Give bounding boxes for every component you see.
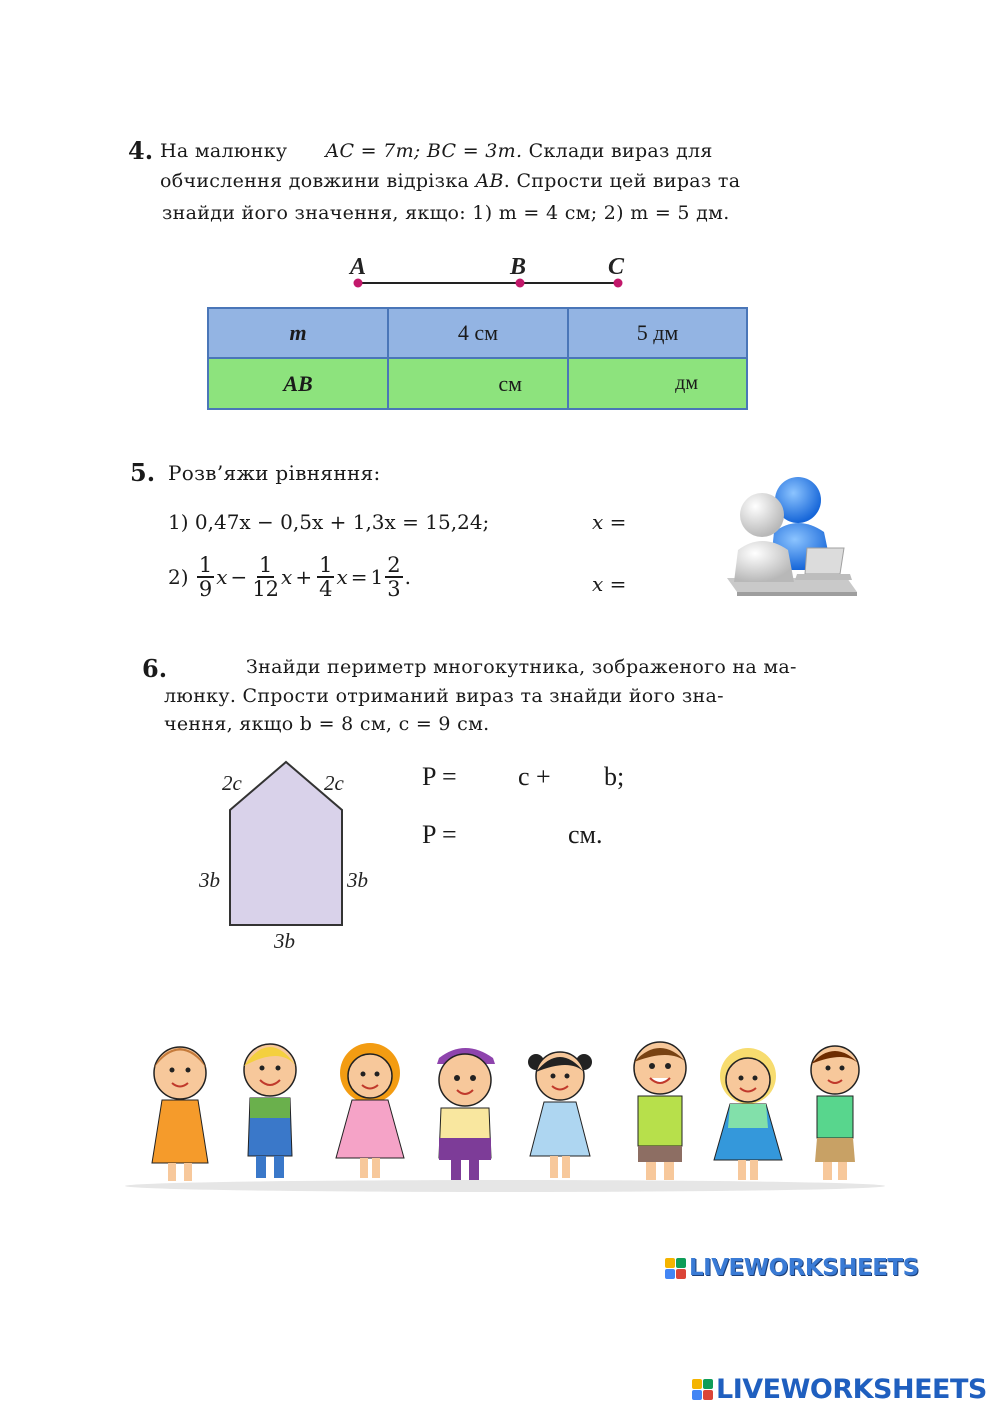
perimeter-expr-lhs: P = [422,762,457,791]
task5-title: Розв’яжи рівняння: [168,461,381,485]
table-unit-cm: см [498,370,522,396]
table-cell-m-1: 4 см [389,309,569,357]
child-8 [811,1046,859,1180]
segment-diagram [340,250,640,295]
task5-answer-1-label: x = [592,510,627,534]
task4-text [160,140,713,162]
perimeter-value-lhs: P = [422,820,457,849]
eq2-f2-den: 12 [252,577,280,602]
task5-answer-2-label: x = [592,572,627,596]
eq2-plus: + [295,565,313,590]
table-cell-m-2: 5 дм [636,320,679,345]
task4-line1 [160,140,713,162]
task4-line2-pre: обчислення довжини відрізка [160,170,470,192]
polygon-label-top-left: 2c [222,771,242,795]
child-4 [437,1048,495,1180]
eq2-f4-num: 2 [387,553,401,577]
task5-equation-2 [168,554,411,600]
task5-number: 5. [130,458,156,487]
logo-badge-icon-footer [692,1379,713,1400]
task4-line1-pre: На малюнку [160,140,288,162]
table-answer-ab-1[interactable] [389,359,569,408]
point-c-label: C [608,254,625,280]
point-b-label: B [510,254,527,280]
eq2-f3-num: 1 [319,553,333,577]
child-6 [634,1042,686,1180]
table-row-m [209,309,746,359]
eq2-x-1: x [216,565,228,590]
task4-line2-ab: AB [475,170,504,192]
people-at-laptop-illustration [722,470,862,605]
task4-line1-math: AC = 7m; BC = 3m. [325,140,523,162]
eq2-fraction-3 [317,554,334,600]
table-row-ab [209,359,746,408]
table-unit-dm: дм [675,372,698,394]
child-2 [244,1044,296,1178]
eq2-minus: − [230,565,248,590]
point-a-label: A [350,254,367,280]
values-table [207,307,748,410]
task6-line3: чення, якщо b = 8 см, c = 9 см. [164,713,490,735]
logo-text-footer: LIVEWORKSHEETS [716,1374,987,1405]
eq2-f2-num: 1 [258,553,273,577]
perimeter-expr-end: b; [604,762,625,791]
task6-line2: люнку. Спрости отриманий вираз та знайди його зна- [164,685,724,707]
logo-text-inner: LIVEWORKSHEETS [689,1255,919,1281]
table-head-ab: AB [209,359,389,408]
eq2-fraction-4 [385,554,402,600]
eq2-equals: = [350,565,368,590]
polygon-figure [190,750,400,960]
eq2-end: . [404,565,411,590]
table-answer-ab-2[interactable] [569,359,746,408]
task6-number: 6. [142,654,168,683]
eq2-f4-den: 3 [387,577,401,602]
eq2-prefix: 2) [168,565,189,590]
polygon-label-top-right: 2c [324,771,344,795]
task4-line3: знайди його значення, якщо: 1) m = 4 см; 2) m = 5 дм. [162,202,730,224]
children-illustration [120,1028,890,1198]
task5-equation-1: 1) 0,47x − 0,5x + 1,3x = 15,24; [168,510,490,534]
eq2-f1-den: 9 [198,577,213,602]
task4-line2-post: . Спрости цей вираз та [503,170,741,192]
child-5 [528,1052,592,1178]
eq2-x-2: x [281,565,293,590]
child-7 [714,1048,782,1180]
eq2-fraction-2 [252,554,279,600]
logo-badge-icon [665,1258,686,1279]
table-head-m: m [209,309,389,357]
task4-line1-post: Склади вираз для [528,140,713,162]
task5-answer-2-input[interactable] [640,568,720,598]
task6-line1: Знайди периметр многокутника, зображеного на ма- [246,656,797,678]
liveworksheets-logo-footer[interactable] [692,1374,987,1405]
polygon-label-left: 3b [199,868,220,892]
eq2-fraction-1 [197,554,214,600]
perimeter-c-coef-input[interactable] [470,760,515,792]
task4-line2 [160,170,740,192]
eq2-f3-den: 4 [319,577,333,602]
polygon-label-right: 3b [347,868,368,892]
polygon-label-bottom: 3b [274,929,295,953]
child-1 [152,1047,208,1181]
perimeter-expr-mid: c + [518,762,551,791]
eq2-f1-num: 1 [198,553,213,577]
task5-answer-1-input[interactable] [640,506,720,536]
perimeter-b-coef-input[interactable] [560,760,602,792]
eq2-whole: 1 [370,565,384,590]
perimeter-value-unit: см. [568,820,603,849]
child-3 [336,1043,404,1178]
liveworksheets-logo-inner [665,1255,919,1281]
eq2-x-3: x [336,565,348,590]
perimeter-value-input[interactable] [472,818,564,850]
task4-number: 4. [128,136,154,165]
